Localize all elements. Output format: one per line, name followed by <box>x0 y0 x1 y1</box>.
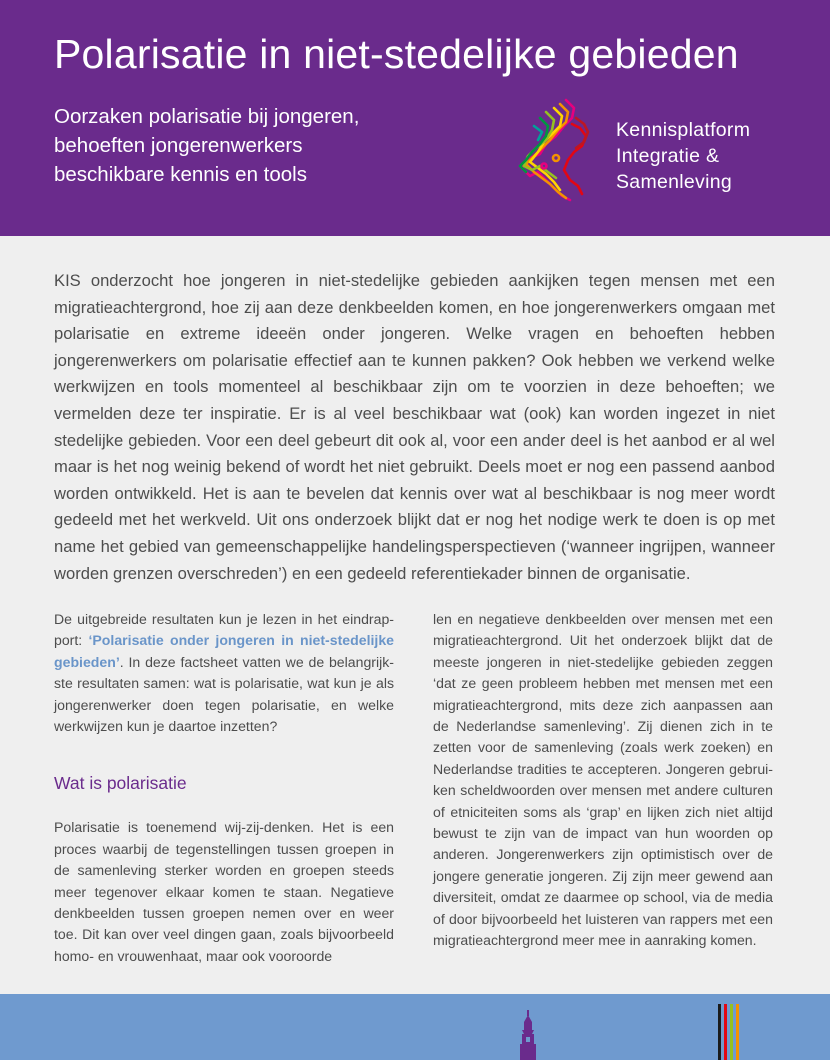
subtitle-line: beschikbare kennis en tools <box>54 163 307 186</box>
logo-line: Samenleving <box>616 171 733 193</box>
dutch-map-lines-icon <box>516 96 592 204</box>
footer-banner <box>0 994 830 1060</box>
subtitle-line: Oorzaken polarisatie bij jongeren, <box>54 105 360 128</box>
report-text-before: De uitgebreide resultaten kun je lezen in het eindrapport: <box>54 611 394 649</box>
left-column <box>54 609 394 967</box>
organisation-logo-text <box>616 117 750 195</box>
report-paragraph <box>54 609 394 737</box>
subtitle-line: behoeften jongerenwerkers <box>54 134 303 157</box>
color-stripes-icon <box>716 1004 744 1060</box>
church-tower-icon <box>516 1010 540 1060</box>
report-link[interactable]: ‘Polarisatie onder jongeren in niet-stedelijke gebieden’ <box>54 632 394 670</box>
report-text-after: . In deze factsheet vatten we de belangrijkste resultaten samen: wat is polarisatie, wat kun je als jongerenwerker doen tegen polarisatie, en welke werkwijzen kun je daartoe inzetten? <box>54 653 394 735</box>
section-heading: Wat is polarisatie <box>54 773 187 794</box>
polarisation-paragraph: Polarisatie is toenemend wij-zij-denken. Het is een proces waarbij de tegenstellingen tussen groepen in de samenleving sterker worden en groepen steeds meer tegenover elkaar komen te staan. Negatieve denkbeelden tussen groepen nemen over en weer toe. Dit kan over veel dingen gaan, zoals bijvoorbeeld homo- en vrouwenhaat, maar ook vooroorde <box>54 819 394 964</box>
right-column <box>433 609 773 952</box>
logo-line: Integratie & <box>616 145 720 167</box>
header-banner <box>0 0 830 236</box>
continuation-paragraph: len en negatieve denkbeelden over mensen met een migratieachtergrond. Uit het onderzoek blijkt dat de meeste jongeren in niet-stedelijke gebieden zeggen ‘dat ze geen probleem hebben met mensen met een migratieachtergrond, mits deze zich aanpassen aan de Nederlandse samenleving’. Zij dienen zich in te zetten voor de samenleving (zoals werk zoeken) en Nederlandse tradities te accepteren. Jongeren gebruiken scheldwoorden over mensen met andere culturen of etniciteiten soms als ‘grap’ en lijken zich niet altijd bewust te zijn van de impact van hun woorden op anderen. Jongerenwerkers zijn optimistisch over de jongere generatie jongeren. Zij zijn meer gewend aan diversiteit, omdat ze daarmee op school, via de media of door bijvoorbeeld het luisteren van rappers met een migratieachtergrond meer mee in aanraking komen. <box>433 611 773 949</box>
page-title: Polarisatie in niet-stedelijke gebieden <box>54 31 739 77</box>
page-subtitle <box>54 102 359 189</box>
intro-paragraph: KIS onderzocht hoe jongeren in niet-stedelijke gebieden aankijken tegen mensen met een migratieachtergrond, hoe zij aan deze denkbeelden komen, en hoe jongerenwerkers omgaan met polarisatie en extreme ideeën onder jongeren. Welke vragen en behoeften hebben jongerenwerkers om polarisatie effectief aan te kunnen pakken? Ook hebben we verkend welke werkwijzen en tools momenteel al beschikbaar zijn om te voorzien in deze behoeften; we vermelden deze ter inspiratie. Er is al veel beschikbaar wat (ook) kan worden ingezet in niet stedelijke gebieden. Voor een deel gebeurt dit ook al, voor een ander deel is het aanbod er al wel maar is het nog weinig bekend of wordt het niet gebruikt. Deels moet er nog een passend aanbod worden ontwikkeld. Het is aan te bevelen dat kennis over wat al beschikbaar is nog meer wordt gedeeld met het werkveld. Uit ons onderzoek blijkt dat er nog het nodige werk te doen is op met name het gebied van gemeenschappelijke handelingsperspectieven (‘wanneer ingrijpen, wanneer worden grenzen overschreden’) en een gedeeld referentiekader binnen de organisatie. <box>54 271 775 583</box>
logo-line: Kennisplatform <box>616 119 751 141</box>
